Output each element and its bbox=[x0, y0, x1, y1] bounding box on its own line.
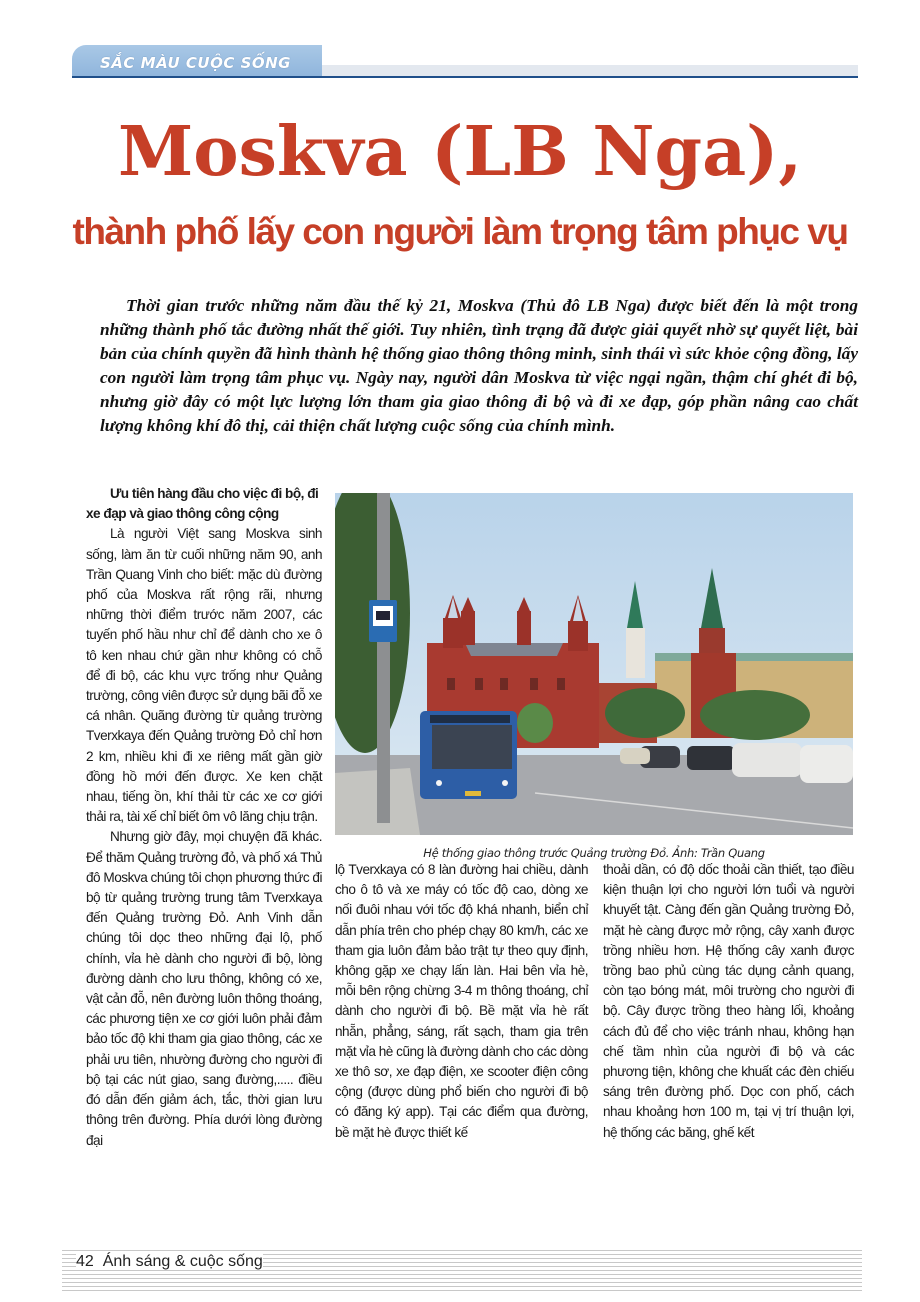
magazine-name: Ánh sáng & cuộc sống bbox=[102, 1253, 263, 1270]
section-label: SẮC MÀU CUỘC SỐNG bbox=[100, 54, 291, 72]
footer bbox=[74, 1252, 265, 1272]
photo-caption: Hệ thống giao thông trước Quảng trường Đỏ. Ảnh: Trần Quang bbox=[423, 846, 765, 860]
paragraph: lộ Tverxkaya có 8 làn đường hai chiều, dành cho ô tô và xe máy có tốc độ cao, dòng xe nối đuôi nhau với tốc độ khá nhanh, biển chỉ dẫn phía trên cho phép chạy 80 km/h, các xe tham gia luôn đảm bảo trật tự theo quy định, không gặp xe chạy lấn làn. Hai bên vỉa hè, mỗi bên rộng chừng 3-4 m thông thoáng, chỉ dành cho người đi bộ. Bề mặt vỉa hè rất nhẵn, phẳng, sáng, rất sạch, tham gia trên mặt vỉa hè cũng là đường dành cho các dòng xe thô sơ, xe đạp điện, xe scooter điện công cộng (được dùng phổ biến cho người đi bộ có đăng ký app). Tại các điểm qua đường, bề mặt hè được thiết kế bbox=[335, 862, 588, 1140]
section-tab bbox=[72, 45, 322, 77]
article-column-1 bbox=[86, 484, 322, 1151]
section-bar bbox=[322, 65, 858, 76]
paragraph: Là người Việt sang Moskva sinh sống, làm ăn từ cuối những năm 90, anh Trần Quang Vinh cho biết: mặc dù đường phố của Moskva rất rộng rãi, nhưng những thời điểm trước năm 2007, các tuyến phố hầu như chỉ để dành cho xe ô tô ken nhau chứ gần như không có chỗ để đi bộ, các khu vực trống như Quảng trường, công viên được sử dụng bãi đỗ xe cá nhân. Quãng đường từ quảng trường Tverxkaya đến Quảng trường Đỏ chỉ hơn 2 km, nhiều khi đi xe riêng mất gần giờ đồng hồ mới đến được. Xe ken chặt nhau, tiếng ồn, khí thải từ các xe cơ giới thải ra, tài xế chỉ biết ôm vô lăng chịu trận. bbox=[86, 526, 322, 825]
headline-subtitle: thành phố lấy con người làm trọng tâm phục vụ bbox=[72, 211, 848, 252]
paragraph: thoải dần, có độ dốc thoải cần thiết, tạo điều kiện thuận lợi cho người lớn tuổi và người khuyết tật. Càng đến gần Quảng trường Đỏ, mặt hè càng được mở rộng, cây xanh được trồng nhiều hơn. Hệ thống cây xanh được trồng bao phủ cùng tác dụng cảnh quang, còn tạo bóng mát, môi trường cho người đi bộ. Cây được trồng theo hàng lối, khoảng cách đủ để cho việc tránh nhau, không hạn chế tầm nhìn của người đi bộ và các phương tiện, không che khuất các đèn chiếu sáng trên đường phố. Dọc con phố, cách nhau khoảng hơn 100 m, tại vị trí thuận lợi, hệ thống các băng, ghế kết bbox=[603, 862, 854, 1140]
article-column-3 bbox=[603, 860, 854, 1143]
article-column-2 bbox=[335, 860, 588, 1143]
article-photo bbox=[335, 493, 853, 835]
paragraph: Nhưng giờ đây, mọi chuyện đã khác. Để thăm Quảng trường đỏ, và phố xá Thủ đô Moskva chúng tôi chọn phương thức đi bộ từ quảng trường trung tâm Tverxkaya đến Quảng trường Đỏ. Anh Vinh dẫn chúng tôi dọc theo những đại lộ, phố chính, vỉa hè dành cho người đi bộ, lòng đường dành cho lưu thông, không có xe, vật cản đỗ, nên đường luôn thông thoáng, các phương tiện xe cơ giới luôn phải đảm bảo tốc độ khi tham gia giao thông, các xe phải ưu tiên, nhường đường cho người đi bộ tại các nút giao, sang đường,..... điều đó dẫn đến giảm ách, tắc, thời gian lưu thông trên đường. Phía dưới lòng đường đại bbox=[86, 829, 322, 1148]
intro-paragraph: Thời gian trước những năm đầu thế kỷ 21, Moskva (Thủ đô LB Nga) được biết đến là một trong những thành phố tắc đường nhất thế giới. Tuy nhiên, tình trạng đã được giải quyết nhờ sự quyết liệt, bài bản của chính quyền đã hình thành hệ thống giao thông thông minh, sinh thái vì sức khỏe cộng đồng, lấy con người làm trọng tâm phục vụ. Ngày nay, người dân Moskva từ việc ngại ngần, thậm chí ghét đi bộ, nhưng giờ đây có một lực lượng lớn tham gia giao thông đi bộ và đi xe đạp, góp phần nâng cao chất lượng không khí đô thị, cải thiện chất lượng cuộc sống của chính mình. bbox=[100, 296, 858, 435]
subheading: Ưu tiên hàng đầu cho việc đi bộ, đi xe đạp và giao thông công cộng bbox=[86, 486, 319, 522]
page-number: 42 bbox=[76, 1253, 94, 1270]
section-rule bbox=[72, 76, 858, 78]
headline-title: Moskva (LB Nga), bbox=[117, 112, 803, 192]
